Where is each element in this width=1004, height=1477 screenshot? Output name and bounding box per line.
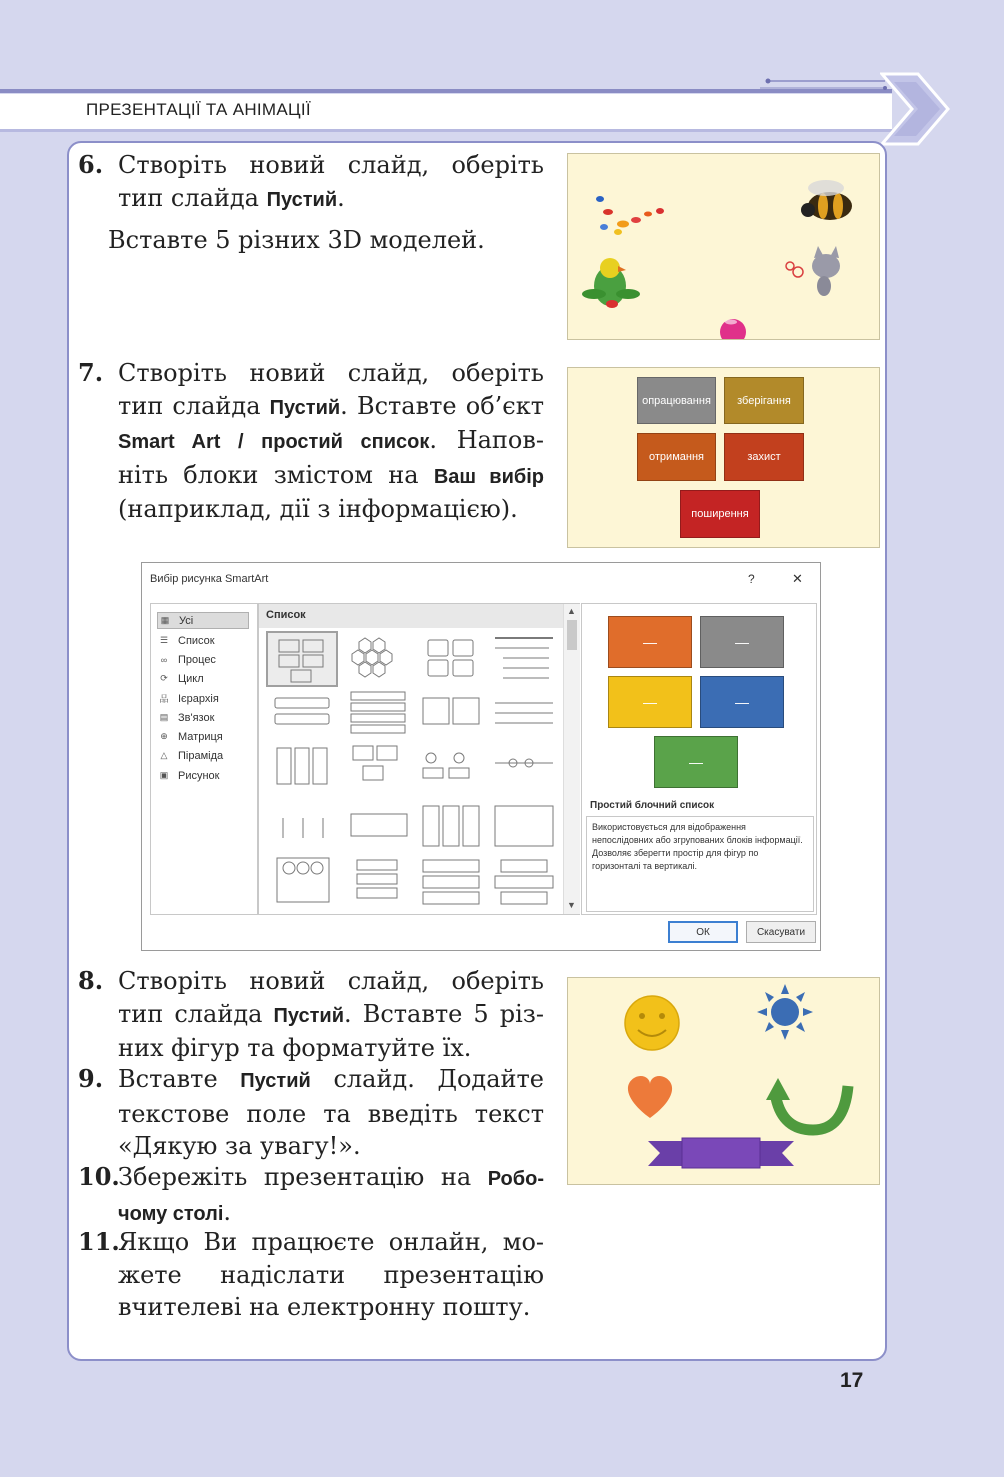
help-icon[interactable]: ? [748, 572, 755, 586]
picture-icon: ▣ [159, 770, 169, 780]
task-line: Збережіть презентацію на Робо- [118, 1163, 544, 1191]
cat-model [786, 246, 840, 296]
task-line: тип слайда Пустий. Вставте об’єкт [118, 391, 544, 420]
list-icon: ☰ [159, 635, 169, 645]
layout-thumbnails [263, 628, 563, 914]
preview-description: Використовується для відображення непослідовних або згрупованих блоків інформації. Дозволяє зберегти простір для фігур по горизонталі та вертикалі. [586, 816, 814, 912]
preview-block: — [654, 736, 738, 788]
page-number: 17 [840, 1369, 864, 1392]
ball-model [720, 319, 746, 340]
ribbon-banner-shape [648, 1138, 794, 1168]
parrot-model [582, 258, 640, 308]
layout-gallery [258, 603, 580, 915]
dialog-title: Вибір рисунка SmartArt [150, 573, 269, 585]
category-relationship[interactable]: ▤ Зв'язок [157, 709, 249, 726]
task-number: 6. [78, 150, 104, 179]
sun-shape [757, 984, 813, 1040]
u-turn-arrow-shape [766, 1078, 848, 1130]
smartart-block: захист [724, 433, 804, 481]
relationship-icon: ▤ [159, 712, 169, 722]
smartart-block: поширення [680, 490, 760, 538]
task-line: тип слайда Пустий. [118, 183, 345, 212]
task-line: них фігур та форматуйте їх. [118, 1034, 472, 1062]
layout-preview-panel [581, 603, 817, 915]
task-line: Вставте Пустий слайд. Додайте [118, 1065, 544, 1093]
preview-block: — [608, 616, 692, 668]
chevron-arrow-icon [880, 72, 952, 148]
preview-block: — [700, 616, 784, 668]
task-line: Створіть новий слайд, оберіть [118, 967, 544, 995]
task-line: тип слайда Пустий. Вставте 5 різ- [118, 999, 544, 1028]
task-line: Створіть новий слайд, оберіть [118, 151, 544, 179]
matrix-icon: ⊕ [160, 731, 168, 741]
task-6-paragraph: Вставте 5 різних 3D моделей. [108, 226, 485, 254]
smartart-block: опрацювання [637, 377, 716, 424]
close-icon[interactable]: ✕ [792, 571, 803, 586]
task-line: (наприклад, дії з інформацією). [118, 495, 518, 523]
hierarchy-icon: 品 [159, 694, 169, 704]
section-title: ПРЕЗЕНТАЦІЇ ТА АНІМАЦІЇ [86, 100, 311, 119]
gallery-scrollbar[interactable]: ▲ ▼ [563, 604, 580, 914]
category-hierarchy[interactable]: 品 Ієрархія [157, 690, 249, 707]
task-line: Якщо Ви працюєте онлайн, мо- [118, 1228, 544, 1256]
preview-layout-name: Простий блочний список [590, 800, 715, 811]
task-line: чому столі. [118, 1197, 232, 1226]
smiley-shape [625, 996, 679, 1050]
slide-3d-models-image [567, 153, 880, 340]
process-icon: ∞ [160, 654, 168, 665]
category-list-item[interactable]: ☰ Список [157, 632, 249, 649]
heart-shape [628, 1076, 672, 1118]
cycle-icon: ⟳ [160, 673, 168, 683]
task-line: Smart Art / простий список. Напов- [118, 426, 544, 454]
task-number: 10. [78, 1162, 120, 1191]
header-top-line [0, 89, 892, 93]
category-matrix[interactable]: ⊕ Матриця [157, 728, 249, 745]
ok-button[interactable]: ОК [668, 921, 738, 943]
category-pyramid[interactable]: △ Піраміда [157, 747, 249, 764]
slide-smartart-image [567, 367, 880, 548]
category-picture[interactable]: ▣ Рисунок [157, 767, 249, 784]
preview-block: — [700, 676, 784, 728]
task-line: ніть блоки змістом на Ваш вибір [118, 460, 545, 489]
slide-shapes-image [567, 977, 880, 1185]
category-list [150, 603, 258, 915]
category-all[interactable]: ▦ Усі [157, 612, 249, 629]
smartart-block: зберігання [724, 377, 804, 424]
category-process[interactable]: ∞ Процес [157, 651, 249, 668]
category-cycle[interactable]: ⟳ Цикл [157, 670, 249, 687]
smartart-dialog [141, 562, 821, 951]
gallery-section-title: Список [259, 604, 563, 628]
task-number: 9. [78, 1064, 104, 1093]
fish-models [596, 196, 664, 235]
task-line: «Дякую за увагу!». [118, 1132, 361, 1160]
pyramid-icon: △ [160, 750, 168, 760]
cancel-button[interactable]: Скасувати [746, 921, 816, 943]
task-line: текстове поле та введіть текст [118, 1099, 544, 1128]
scrollbar-thumb[interactable] [567, 620, 577, 650]
preview-block: — [608, 676, 692, 728]
task-number: 8. [78, 966, 104, 995]
smartart-block: отримання [637, 433, 716, 481]
header-underline [0, 129, 892, 132]
all-icon: ▦ [160, 615, 170, 625]
task-line: жете надіслати презентацію [118, 1260, 544, 1289]
task-number: 11. [78, 1227, 120, 1256]
task-line: вчителеві на електронну пошту. [118, 1293, 531, 1321]
task-line: Створіть новий слайд, оберіть [118, 359, 544, 387]
bee-model [801, 180, 852, 220]
task-number: 7. [78, 358, 104, 387]
header-dots-decoration [760, 76, 890, 106]
